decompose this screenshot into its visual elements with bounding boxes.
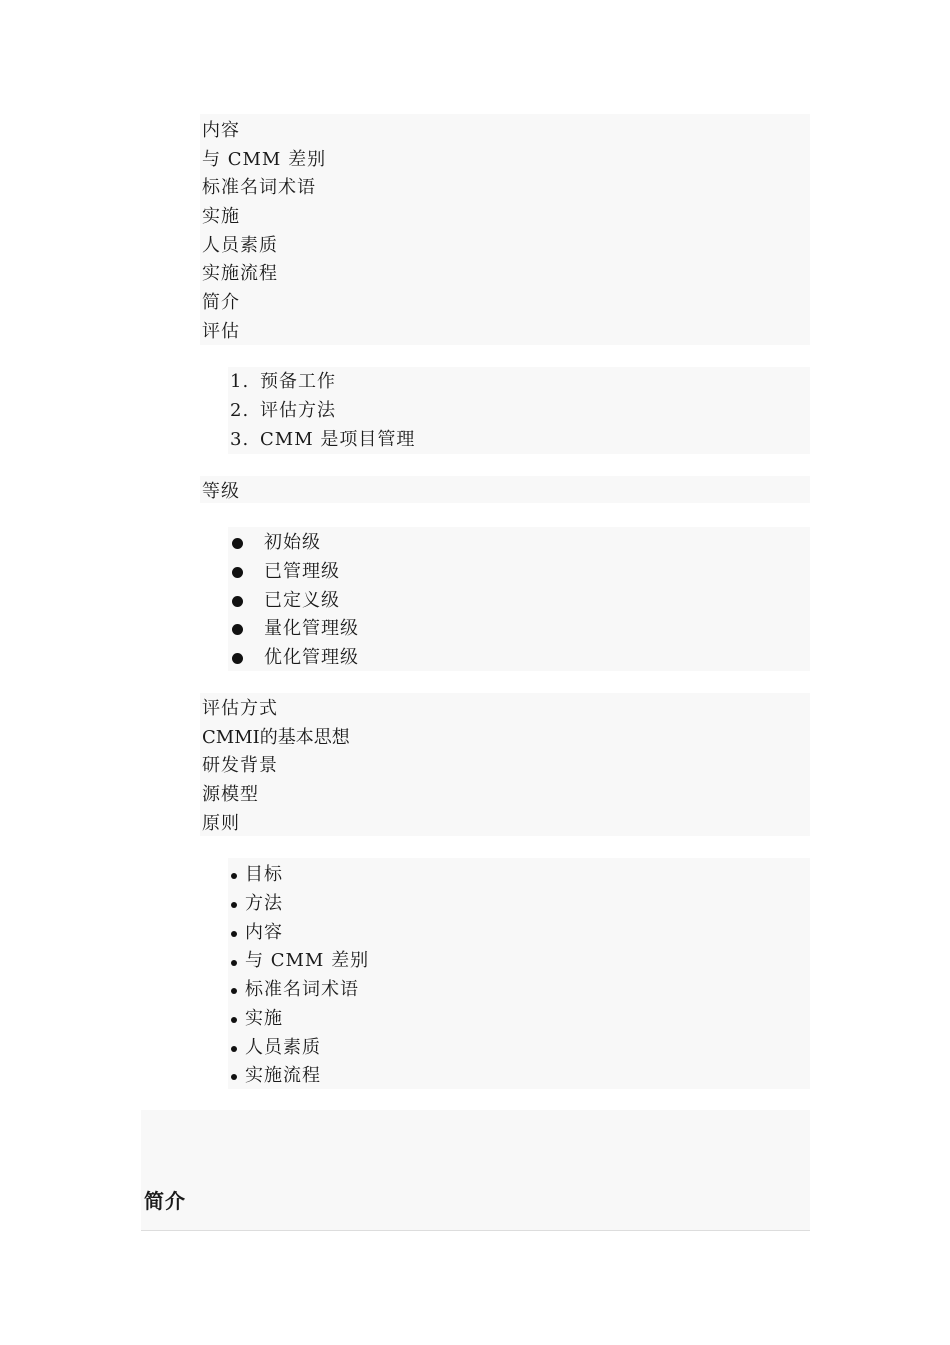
section-title: 简介 [144,1189,186,1213]
bullet-icon [231,1074,237,1080]
list-item[interactable] [230,397,336,425]
bullet-icon [232,567,243,578]
list-item[interactable] [230,368,336,396]
toc-link-implementation[interactable]: 实施 [202,206,240,227]
toc-link-personnel-quality[interactable]: 人员素质 [202,235,278,256]
list-item[interactable]: 目标 [245,864,283,885]
list-label: CMM 是项目管理 [260,429,416,450]
bullet-icon [232,596,243,607]
list-number: 2. [230,400,250,421]
bullet-icon [231,931,237,937]
list-number: 3. [230,429,250,450]
toc-link-content[interactable]: 内容 [202,120,240,141]
list-item[interactable]: 量化管理级 [264,618,359,639]
toc-link-background[interactable]: 研发背景 [202,755,278,776]
list-item[interactable]: 标准名词术语 [245,979,359,1000]
bullet-icon [232,538,243,549]
list-label: 评估方法 [260,400,336,421]
section-header-block [141,1110,810,1230]
bullet-icon [231,902,237,908]
list-item[interactable]: 方法 [245,893,283,914]
bullet-icon [231,1046,237,1052]
toc-link-standard-terms[interactable]: 标准名词术语 [202,177,316,198]
bullet-icon [231,873,237,879]
toc-link-assessment-method[interactable]: 评估方式 [202,698,278,719]
list-item[interactable]: 已管理级 [264,561,340,582]
list-number: 1. [230,371,250,392]
list-item[interactable]: 内容 [245,922,283,943]
list-item[interactable]: 实施 [245,1008,283,1029]
bullet-icon [232,624,243,635]
list-item[interactable]: 已定义级 [264,590,340,611]
bullet-icon [231,988,237,994]
toc-block-3 [200,476,810,503]
toc-link-cmmi-basic-idea[interactable]: CMMI的基本思想 [202,727,350,748]
list-item[interactable]: 与 CMM 差别 [245,950,370,971]
toc-link-levels[interactable]: 等级 [202,481,240,502]
list-item[interactable]: 实施流程 [245,1065,321,1086]
bullet-icon [231,960,237,966]
list-item[interactable]: 初始级 [264,532,321,553]
toc-link-implementation-process[interactable]: 实施流程 [202,263,278,284]
toc-link-source-model[interactable]: 源模型 [202,784,259,805]
section-divider [141,1230,810,1231]
toc-link-principles[interactable]: 原则 [202,813,240,834]
toc-link-introduction[interactable]: 简介 [202,292,240,313]
bullet-icon [231,1017,237,1023]
toc-link-cmm-difference[interactable]: 与 CMM 差别 [202,149,327,170]
toc-block-5 [200,693,810,836]
toc-link-assessment[interactable]: 评估 [202,321,240,342]
list-item[interactable]: 人员素质 [245,1037,321,1058]
list-item[interactable] [230,426,415,454]
list-label: 预备工作 [260,371,336,392]
list-item[interactable]: 优化管理级 [264,647,359,668]
bullet-icon [232,653,243,664]
